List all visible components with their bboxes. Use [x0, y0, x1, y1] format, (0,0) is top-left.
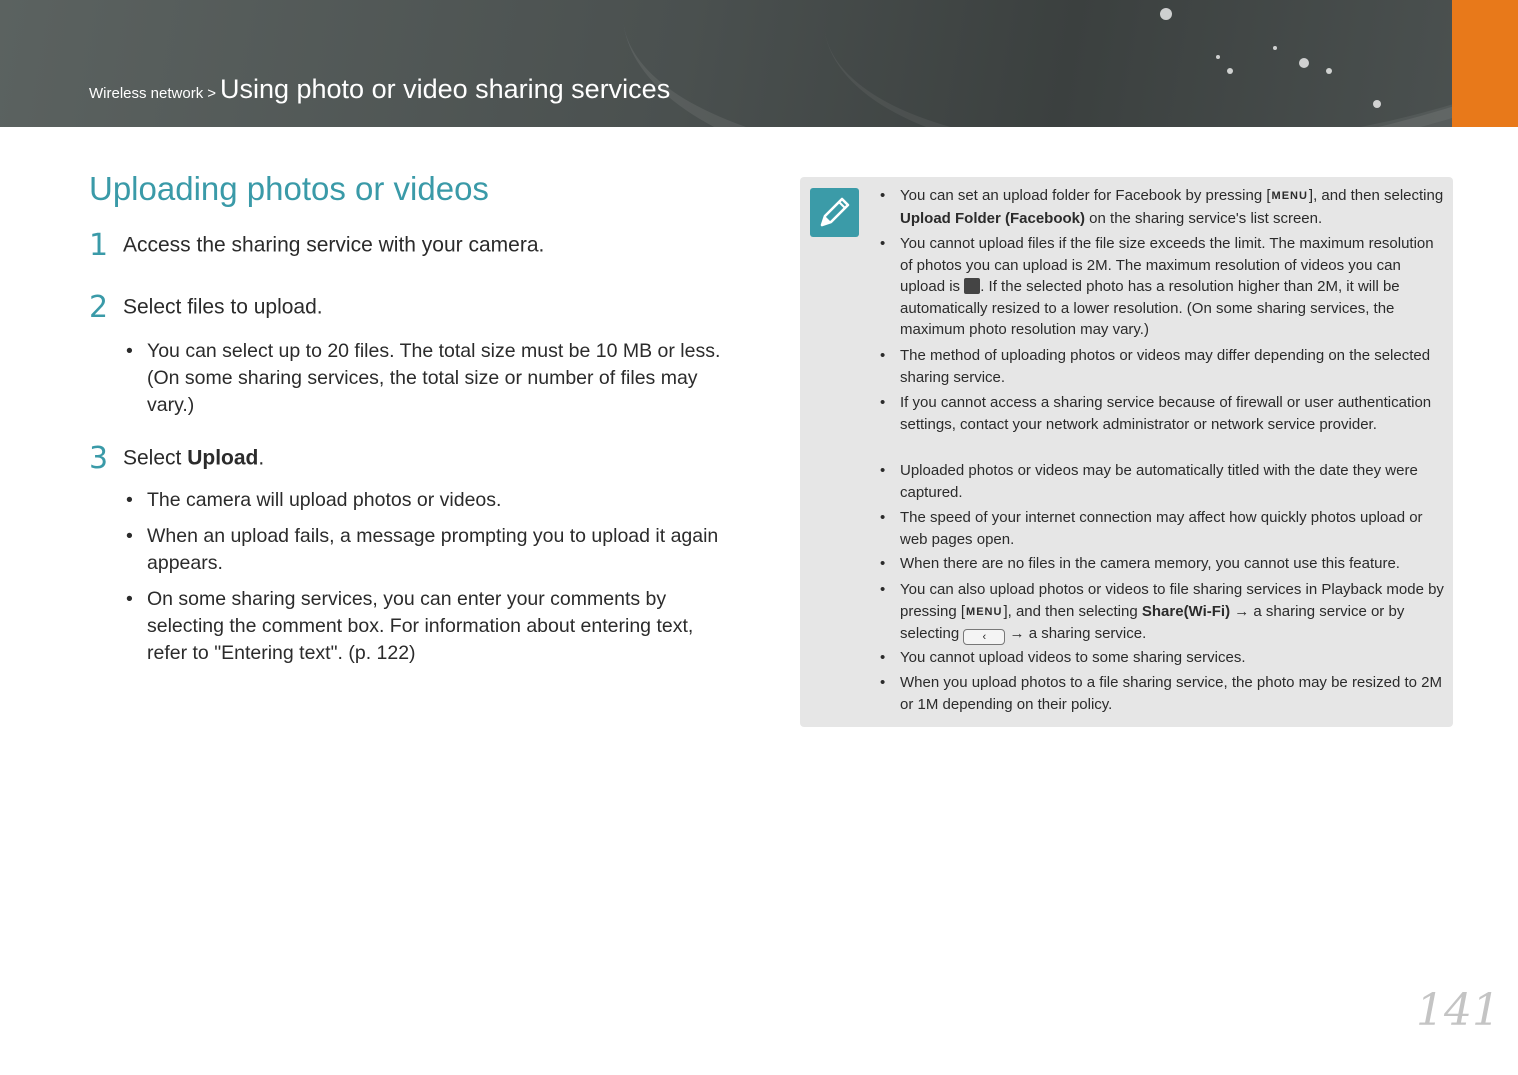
bullet-marker: • [880, 462, 886, 479]
note-item-text: You can set an upload folder for Facebook by pressing [MENU], and then selecting Upload Folder (Facebook) on the sharing service's list screen. [900, 187, 1444, 227]
page-number: 141 [1416, 985, 1500, 1036]
note-item-text: The method of uploading photos or videos may differ depending on the selected sharing service. [900, 347, 1431, 386]
step-1 [89, 228, 544, 263]
bullet-marker: • [126, 489, 133, 511]
step-text: Access the sharing service with your camera. [123, 233, 545, 257]
menu-key-icon: MENU [1271, 190, 1308, 202]
list-item [126, 487, 736, 514]
list-item [126, 338, 726, 419]
step-text: Select Upload. [123, 446, 265, 470]
upload-option-label: Upload [187, 446, 259, 470]
pencil-note-icon [810, 188, 859, 237]
header-swoosh-decoration [798, 0, 1518, 127]
note-item [880, 185, 1445, 229]
step-number: 2 [89, 290, 109, 325]
list-item-text: On some sharing services, you can enter your comments by selecting the comment box. For information about entering text, refer to "Entering text". (p. 122) [147, 588, 694, 664]
note-item-text: You cannot upload files if the file size exceeds the limit. The maximum resolution of photos you can upload is 2M. The maximum resolution of videos you can upload is . If the selected photo has a resolution higher than 2M, it will be automatically resized to a lower resolution. (On some sharing services, the maximum photo resolution may vary.) [900, 235, 1434, 338]
step-text: Select files to upload. [123, 295, 323, 319]
page-header [0, 0, 1518, 127]
note-item [880, 672, 1445, 715]
list-item-text: When an upload fails, a message prompting you to upload it again appears. [147, 525, 719, 574]
note-item [880, 579, 1445, 645]
step-number: 1 [89, 228, 109, 263]
note-item-text: If you cannot access a sharing service because of firewall or user authentication settings, contact your network administrator or network service provider. [900, 394, 1432, 433]
sparkle-decoration [1273, 46, 1277, 50]
note-item [880, 647, 1445, 669]
note-item [880, 345, 1445, 388]
bullet-marker: • [126, 588, 133, 610]
step-number: 3 [89, 441, 109, 476]
share-button-icon: ‹ [963, 629, 1005, 645]
note-item [880, 553, 1445, 575]
sparkle-decoration [1160, 8, 1172, 20]
sparkle-decoration [1299, 58, 1309, 68]
note-item [880, 392, 1445, 435]
section-title: Uploading photos or videos [89, 170, 489, 207]
list-item-text: The camera will upload photos or videos. [147, 489, 502, 511]
list-item [126, 523, 736, 577]
note-item-text: When you upload photos to a file sharing service, the photo may be resized to 2M or 1M depending on their policy. [900, 674, 1442, 713]
bullet-marker: • [126, 525, 133, 547]
note-item-text: You cannot upload videos to some sharing services. [900, 649, 1246, 666]
note-item [880, 460, 1445, 503]
step-3 [89, 441, 264, 476]
sparkle-decoration [1326, 68, 1332, 74]
header-accent-tab [1452, 0, 1518, 127]
breadcrumb-separator: > [207, 85, 216, 102]
note-item-text: Uploaded photos or videos may be automatically titled with the date they were captured. [900, 462, 1418, 501]
sparkle-decoration [1373, 100, 1381, 108]
video-resolution-icon [964, 278, 980, 294]
bullet-marker: • [880, 187, 886, 204]
bullet-marker: • [880, 347, 886, 364]
list-item-text: You can select up to 20 files. The total size must be 10 MB or less. (On some sharing services, the total size or number of files may vary.) [147, 340, 721, 416]
note-item [880, 233, 1445, 341]
bullet-marker: • [880, 674, 886, 691]
note-item-text: You can also upload photos or videos to file sharing services in Playback mode by pressing [MENU], and then selecting Share(Wi-Fi) → a sharing service or by selecting ‹ → a sharing service. [900, 581, 1444, 643]
step-2 [89, 290, 323, 325]
sparkle-decoration [1216, 55, 1220, 59]
menu-key-icon: MENU [966, 605, 1003, 618]
bullet-marker: • [880, 649, 886, 666]
list-item [126, 586, 726, 667]
breadcrumb-chapter: Wireless network [89, 85, 204, 102]
bullet-marker: • [880, 555, 886, 572]
bullet-marker: • [880, 509, 886, 526]
bullet-marker: • [880, 235, 886, 252]
breadcrumb-current-page: Using photo or video sharing services [219, 74, 671, 104]
note-item-text: The speed of your internet connection may affect how quickly photos upload or web pages open. [900, 509, 1423, 548]
note-item-text: When there are no files in the camera memory, you cannot use this feature. [900, 555, 1400, 572]
sparkle-decoration [1227, 68, 1233, 74]
breadcrumb [89, 74, 670, 105]
bullet-marker: • [126, 340, 133, 362]
bullet-marker: • [880, 581, 886, 598]
note-item [880, 507, 1445, 550]
bullet-marker: • [880, 394, 886, 411]
